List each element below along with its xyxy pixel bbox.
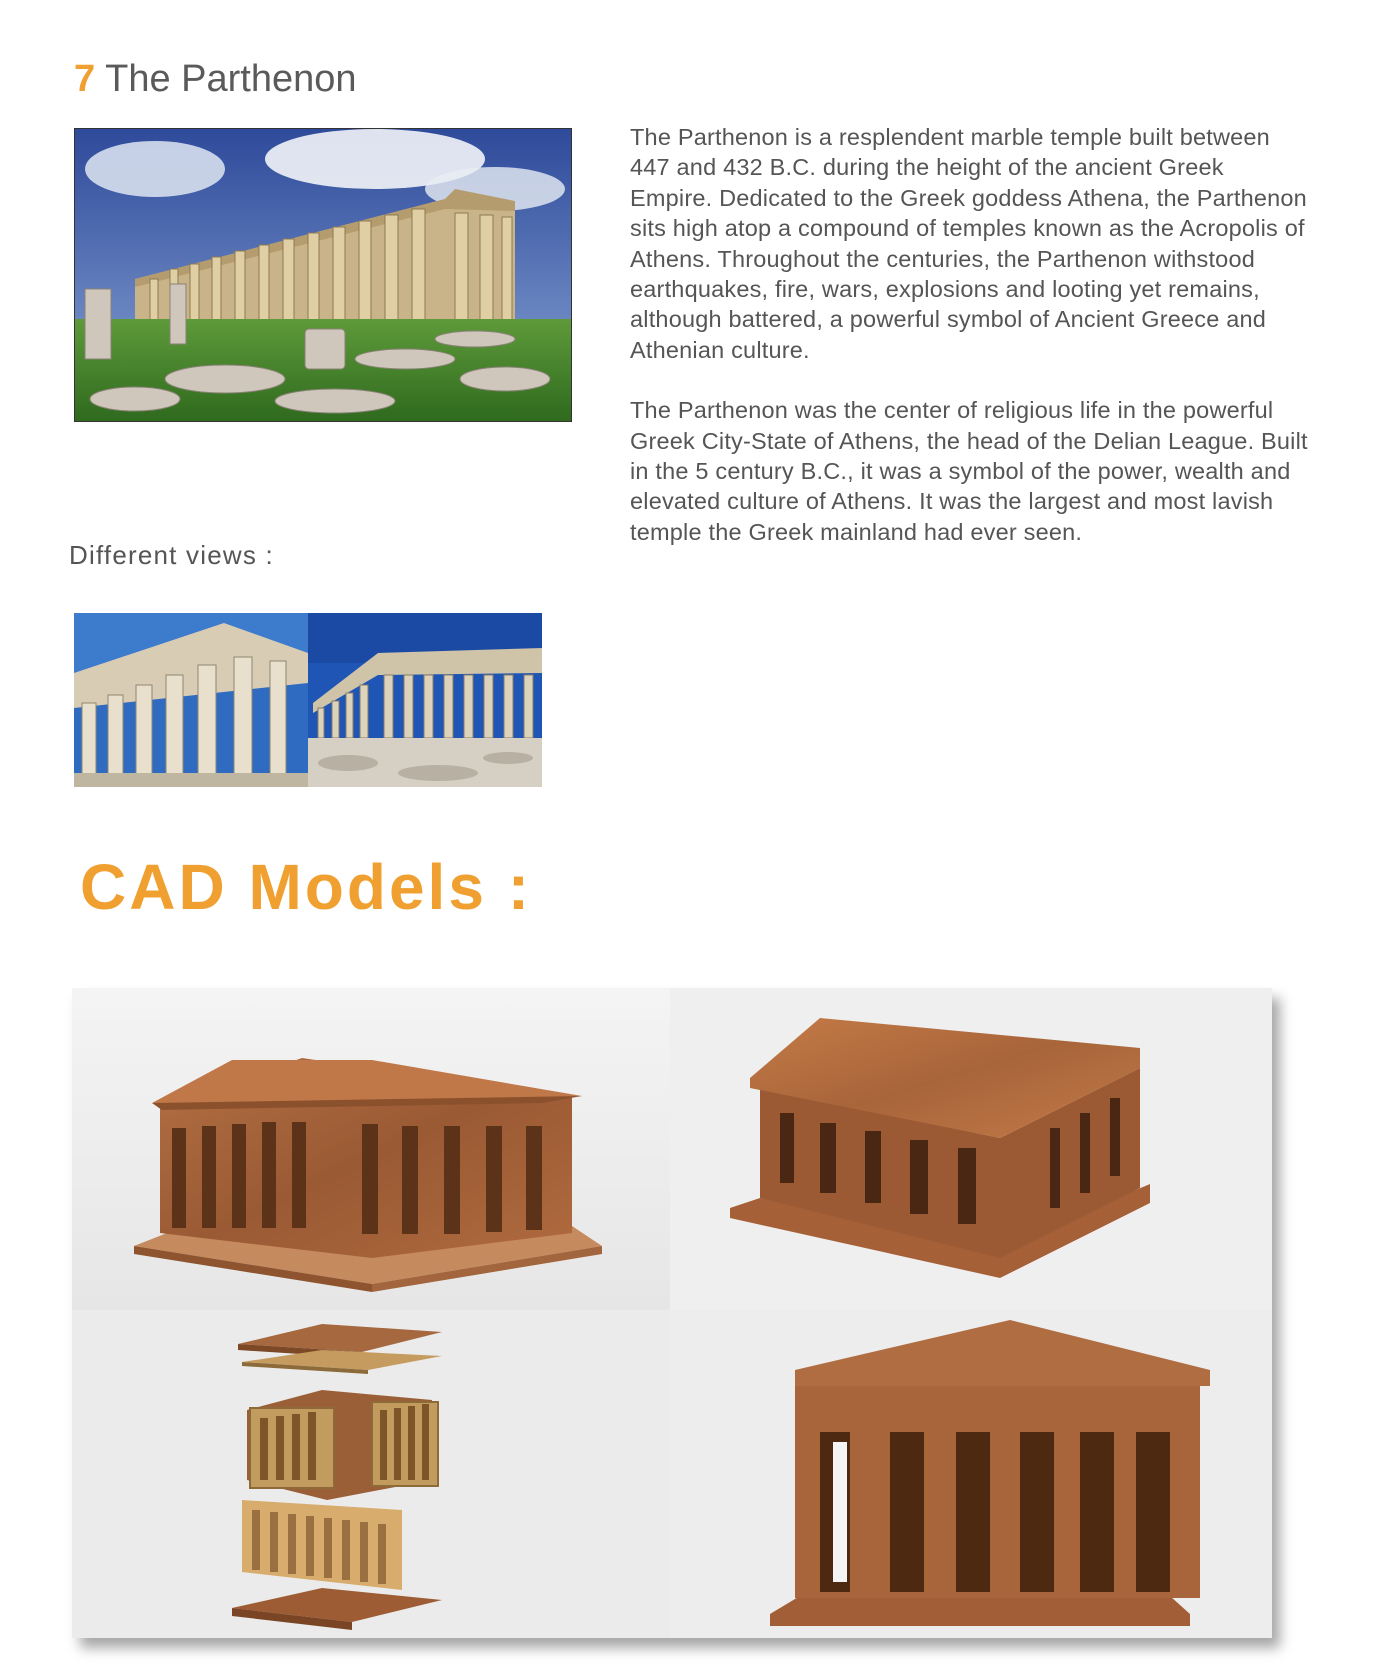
section-number: 7	[74, 58, 96, 100]
cad-model-front-view	[670, 1310, 1272, 1638]
cad-model-front-angle	[72, 988, 670, 1310]
cad-models-grid	[72, 988, 1272, 1638]
description-paragraph-1: The Parthenon is a resplendent marble temple built between 447 and 432 B.C. during the height of the ancient Greek Empire. Dedicated to the Greek goddess Athena, the Parthenon sits high atop a compound of temples known as the Acropolis of Athens. Throughout the centuries, the Parthenon withstood earthquakes, fire, wars, explosions and looting yet remains, although battered, a powerful symbol of Ancient Greece and Athenian culture.	[630, 124, 1307, 363]
description-paragraph-2: The Parthenon was the center of religious life in the powerful Greek City-State of Athens, the head of the Delian League. Built in the 5 century B.C., it was a symbol of the power, wealth and elevated culture of Athens. It was the largest and most lavish temple the Greek mainland had ever seen.	[630, 397, 1308, 545]
cad-models-heading: CAD Models :	[80, 851, 532, 923]
page-title	[74, 58, 357, 101]
description	[630, 122, 1310, 577]
cad-model-top-angle	[670, 988, 1272, 1310]
parthenon-main-photo	[74, 128, 572, 422]
views-label: Different views :	[69, 540, 274, 570]
view-photo-1	[74, 613, 308, 787]
cad-model-exploded	[72, 1310, 670, 1638]
section-title: The Parthenon	[105, 58, 357, 100]
view-photo-2	[308, 613, 542, 787]
